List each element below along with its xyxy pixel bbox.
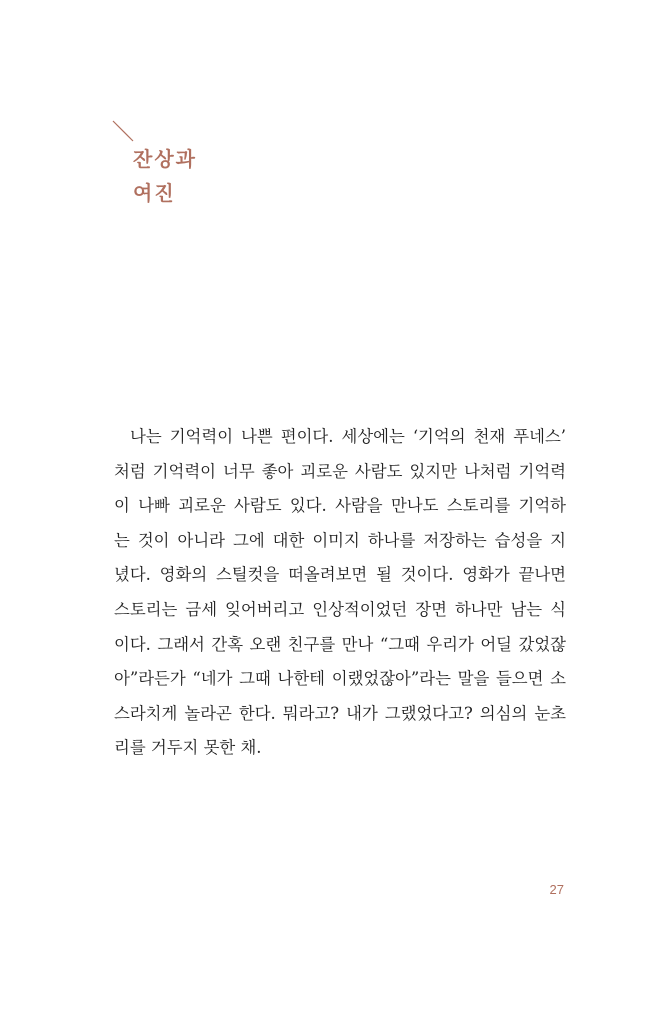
text-line: 아”라든가 “네가 그때 나한테 이랬었잖아”라는 말을 들으면 소: [114, 669, 566, 689]
text-line: 처럼 기억력이 너무 좋아 괴로운 사람도 있지만 나처럼 기억력: [114, 461, 566, 481]
page-number: 27: [549, 882, 564, 897]
chapter-title-line-1: 잔상과: [133, 147, 197, 171]
chapter-title-line-2: 여진: [133, 181, 176, 205]
text-line: 녔다. 영화의 스틸컷을 떠올려보면 될 것이다. 영화가 끝나면: [114, 565, 566, 585]
text-line: 리를 거두지 못한 채.: [114, 738, 262, 758]
text-line: 나는 기억력이 나쁜 편이다. 세상에는 ‘기억의 천재 푸네스’: [130, 427, 566, 446]
text-line: 이 나빠 괴로운 사람도 있다. 사람을 만나도 스토리를 기억하: [114, 496, 566, 516]
chapter-title: [133, 142, 197, 210]
text-line: 는 것이 아니라 그에 대한 이미지 하나를 저장하는 습성을 지: [114, 530, 566, 550]
text-line: 스라치게 놀라곤 한다. 뭐라고? 내가 그랬었다고? 의심의 눈초: [114, 703, 566, 723]
text-line: 이다. 그래서 간혹 오랜 친구를 만나 “그때 우리가 어딜 갔었잖: [114, 634, 566, 654]
text-line: 스토리는 금세 잊어버리고 인상적이었던 장면 하나만 남는 식: [114, 599, 566, 619]
body-paragraph: [114, 420, 566, 766]
title-slash-mark: [112, 120, 134, 142]
